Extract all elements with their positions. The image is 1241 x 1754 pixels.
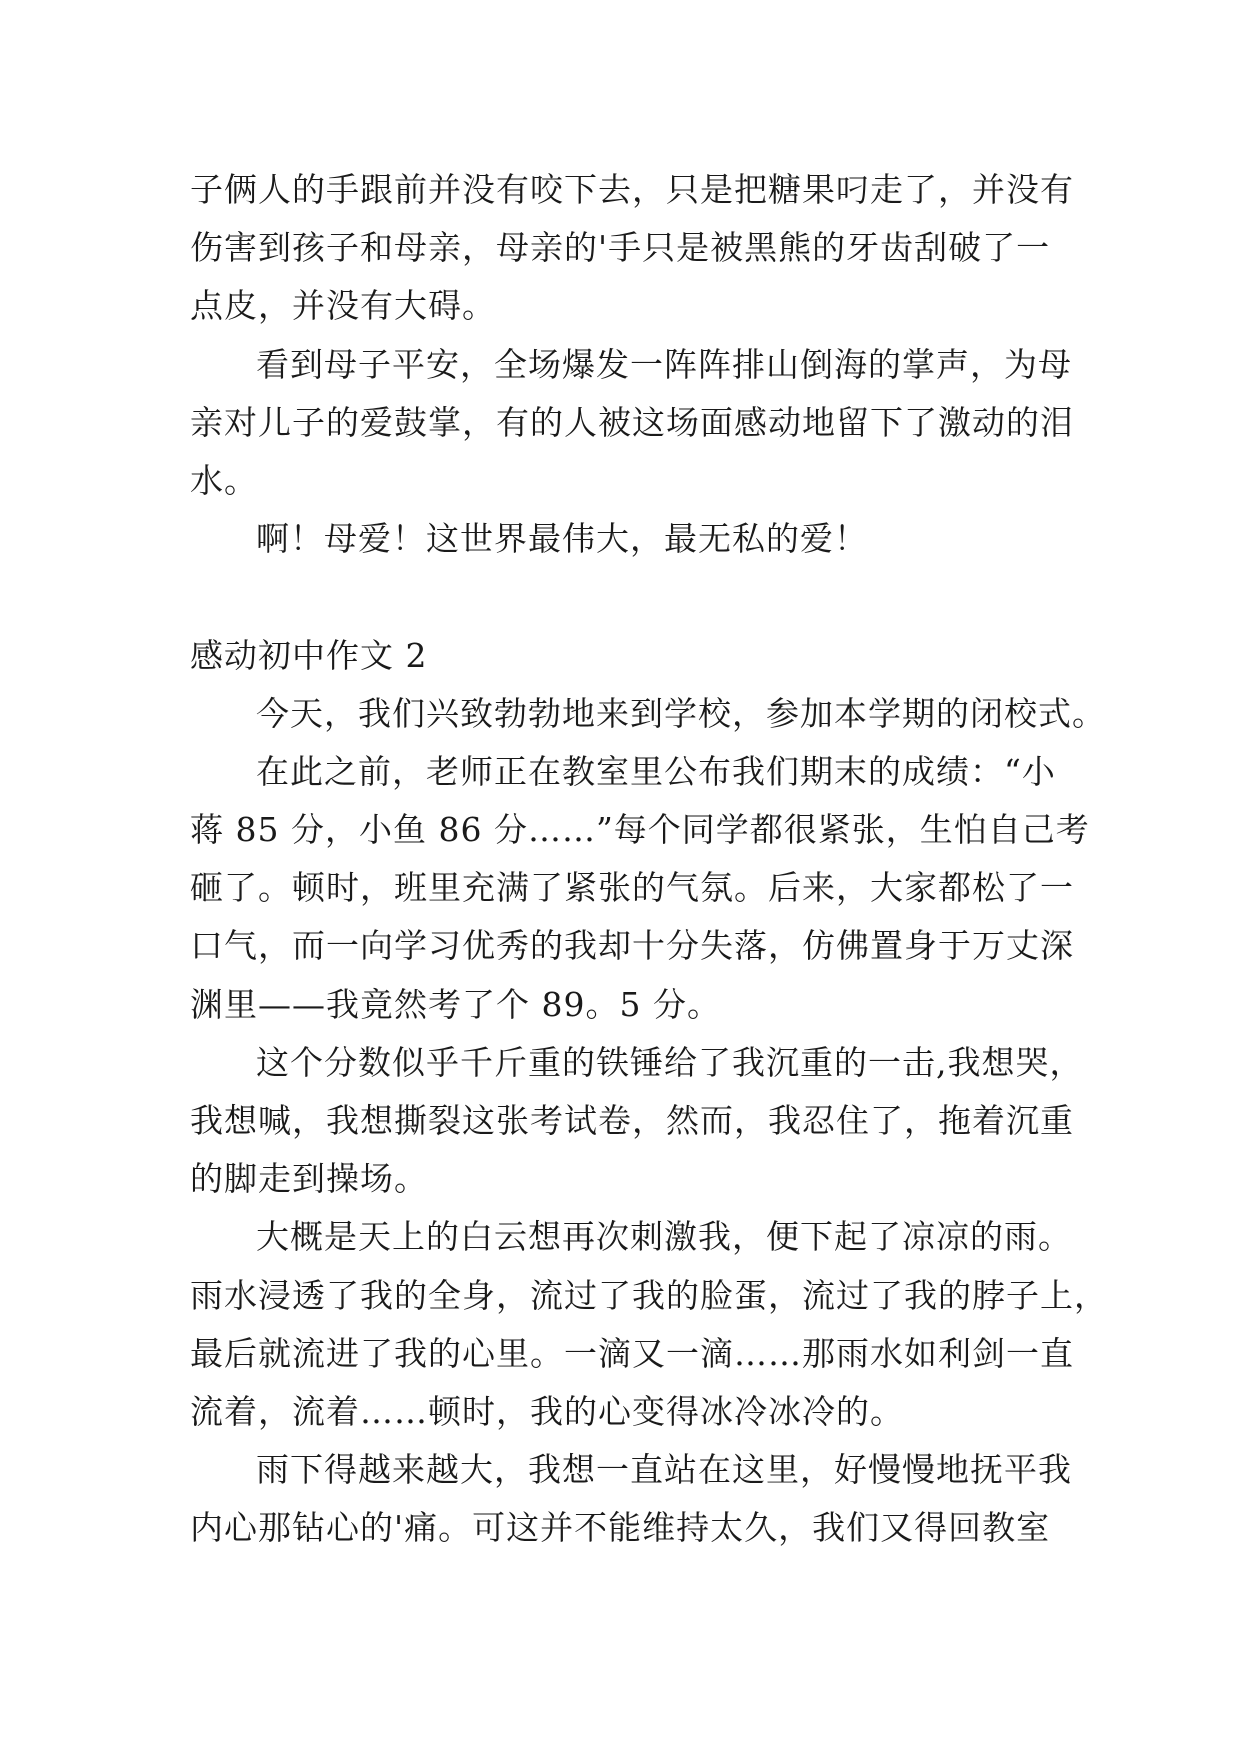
text-line: 口气，而一向学习优秀的我却十分失落，仿佛置身于万丈深 xyxy=(190,926,1074,966)
text-line: 今天，我们兴致勃勃地来到学校，参加本学期的闭校式。 xyxy=(256,693,1106,733)
text-line: 点皮，并没有大碍。 xyxy=(190,286,496,326)
paragraph-intro xyxy=(190,161,1074,336)
paragraph-exclaim xyxy=(190,510,1060,568)
text-line: 内心那钻心的'痛。可这并不能维持太久，我们又得回教室 xyxy=(190,1508,1051,1548)
heading-text: 感动初中作文 2 xyxy=(190,635,428,675)
text-line: 大概是天上的白云想再次刺激我，便下起了凉凉的雨。 xyxy=(256,1217,1072,1257)
text-line: 这个分数似乎千斤重的铁锤给了我沉重的一击,我想哭， xyxy=(256,1042,1084,1082)
text-line: 雨下得越来越大，我想一直站在这里，好慢慢地抚平我 xyxy=(256,1450,1072,1490)
text-line: 的脚走到操场。 xyxy=(190,1159,428,1199)
paragraph-today xyxy=(190,685,1106,743)
text-line: 啊！母爱！这世界最伟大，最无私的爱！ xyxy=(256,519,868,559)
text-line: 看到母子平安，全场爆发一阵阵排山倒海的掌声，为母 xyxy=(256,344,1072,384)
paragraph-rain xyxy=(190,1208,1108,1441)
paragraph-scores xyxy=(190,743,1090,1034)
paragraph-bigger-rain xyxy=(190,1441,1072,1557)
text-line: 伤害到孩子和母亲，母亲的'手只是被黑熊的牙齿刮破了一 xyxy=(190,228,1051,268)
text-line: 雨水浸透了我的全身，流过了我的脸蛋，流过了我的脖子上， xyxy=(190,1275,1108,1315)
text-line: 水。 xyxy=(190,460,258,500)
text-line: 流着，流着……顿时，我的心变得冰冷冰冷的。 xyxy=(190,1391,904,1431)
essay-heading xyxy=(190,627,1060,685)
text-line: 渊里——我竟然考了个 89。5 分。 xyxy=(190,984,721,1024)
text-line: 在此之前，老师正在教室里公布我们期末的成绩：“小 xyxy=(256,751,1056,791)
text-line: 亲对儿子的爱鼓掌，有的人被这场面感动地留下了激动的泪 xyxy=(190,402,1074,442)
text-line: 最后就流进了我的心里。一滴又一滴……那雨水如利剑一直 xyxy=(190,1333,1074,1373)
text-line: 砸了。顿时，班里充满了紧张的气氛。后来，大家都松了一 xyxy=(190,868,1074,908)
paragraph-applause xyxy=(190,336,1074,511)
text-line: 子俩人的手跟前并没有咬下去，只是把糖果叼走了，并没有 xyxy=(190,170,1074,209)
essay-body xyxy=(190,161,1108,1558)
blank-line xyxy=(190,568,1060,626)
text-line: 蒋 85 分，小鱼 86 分……”每个同学都很紧张，生怕自己考 xyxy=(190,810,1090,850)
text-line: 我想喊，我想撕裂这张考试卷，然而，我忍住了，拖着沉重 xyxy=(190,1101,1074,1140)
paragraph-hammer xyxy=(190,1034,1084,1209)
